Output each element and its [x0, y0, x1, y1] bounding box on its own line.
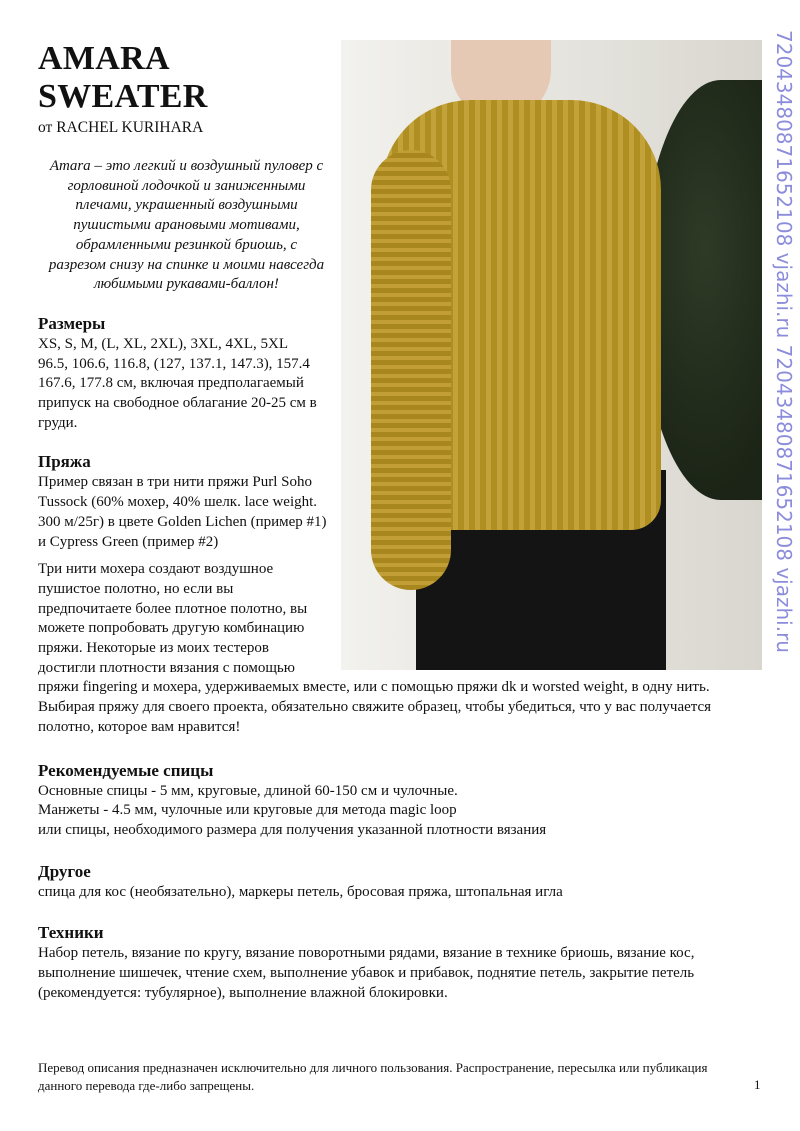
needles-line: Манжеты - 4.5 мм, чулочные или круговые для метода magic loop	[38, 802, 457, 819]
sizes-list: XS, S, M, (L, XL, 2XL), 3XL, 4XL, 5XL	[38, 335, 288, 352]
author: от RACHEL KURIHARA	[38, 119, 204, 136]
needles-line: или спицы, необходимого размера для получения указанной плотности вязания	[38, 821, 547, 838]
yarn-heading: Пряжа	[38, 452, 91, 472]
needles-line: Основные спицы - 5 мм, круговые, длиной 60-150 см и чулочные.	[38, 782, 458, 799]
page-number: 1	[754, 1077, 761, 1092]
document-page	[38, 40, 762, 1004]
needles-text	[38, 782, 762, 841]
sizes-heading: Размеры	[38, 313, 106, 333]
footer-note: Перевод описания предназначен исключительно для личного пользования. Распространение, пересылка или публикация данного перевода где-либо запрещены.	[38, 1060, 708, 1093]
needles-heading: Рекомендуемые спицы	[38, 760, 214, 780]
watermark: 72043480871652108 vjazhi.ru 72043480871652108 vjazhi.ru	[772, 30, 796, 653]
sizes-measurements: 96.5, 106.6, 116.8, (127, 137.1, 147.3), 157.4 167.6, 177.8 см, включая предполагаемый припуск на свободное облагание 20-25 см в груди.	[38, 355, 317, 431]
sleeve-shape	[371, 150, 451, 590]
yarn-text-2: Три нити мохера создают воздушное пушистое полотно, но если вы предпочитаете более плотное полотно, вы можете попробовать другую комбинацию пряжи. Некоторые из моих тестеров достигли плотности вязания с помощью пряжи fingering и мохера, удерживаемых вместе, или с помощью пряжи dk и worsted weight, в одну нить. Выбирая пряжу для своего проекта, обязательно свяжите образец, чтобы убедиться, что у вас получается полотно, которое вам нравится!	[38, 561, 712, 735]
yarn-text-1: Пример связан в три нити пряжи Purl Soho Tussock (60% мохер, 40% шелк. lace weight. 300 м/25г) в цвете Golden Lichen (пример #1) и Cypress Green (пример #2)	[38, 474, 327, 550]
intro-text: Amara – это легкий и воздушный пуловер с горловиной лодочкой и заниженными плечами, украшенный воздушными пушистыми арановыми мотивами, обрамленными резинкой бриошь, с разрезом снизу на спинке и моими навсегда любимыми рукавами-баллон!	[48, 158, 325, 293]
sweater-photo	[341, 40, 762, 670]
other-text: спица для кос (необязательно), маркеры петель, бросовая пряжа, штопальная игла	[38, 883, 563, 900]
techniques-heading: Техники	[38, 923, 104, 943]
other-heading: Другое	[38, 861, 91, 881]
techniques-text: Набор петель, вязание по кругу, вязание поворотными рядами, вязание в технике бриошь, вязание кос, выполнение шишечек, чтение схем, выполнение убавок и прибавок, поднятие петель, закрытие петель (рекомендуется: тубулярное), выполнение влажной блокировки.	[38, 945, 695, 1001]
title-line-2: SWEATER	[38, 78, 208, 115]
title-line-1: AMARA	[38, 40, 170, 77]
